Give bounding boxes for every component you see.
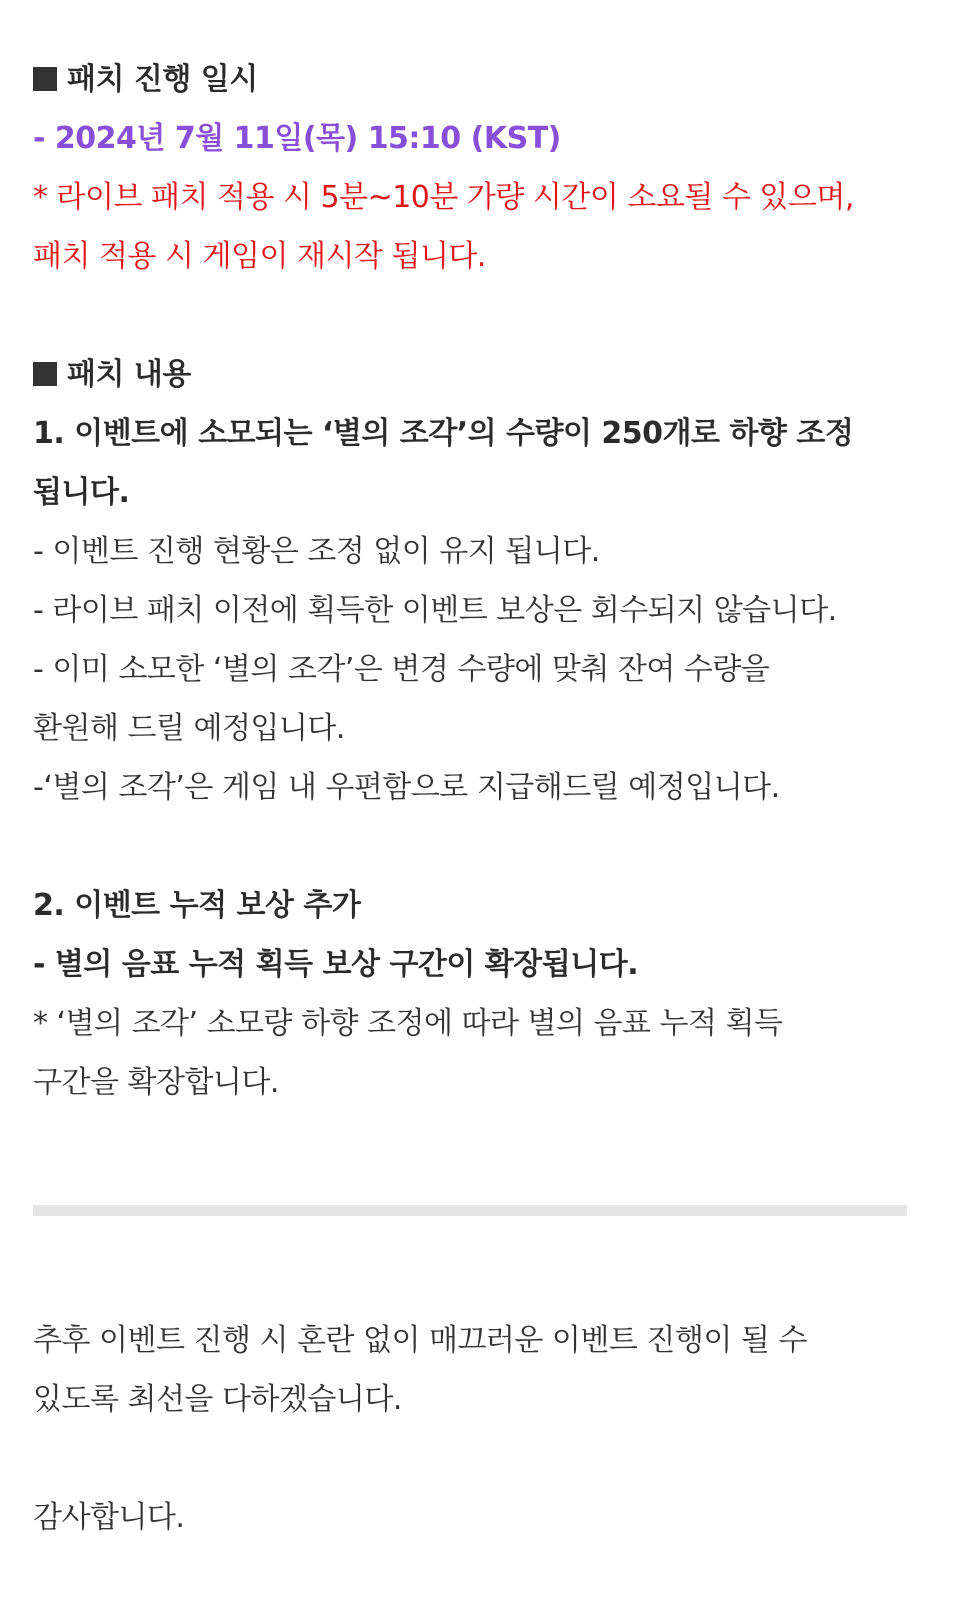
- closing-message: [33, 1311, 913, 1547]
- black-square-icon: [33, 67, 57, 91]
- schedule-heading: [33, 50, 913, 109]
- section-divider: [33, 1205, 907, 1216]
- item1-bullet: -‘별의 조각’은 게임 내 우편함으로 지급해드릴 예정입니다.: [33, 770, 780, 805]
- spacer: [33, 817, 913, 876]
- item2-title: 2. 이벤트 누적 보상 추가: [33, 888, 361, 923]
- item2-note-line2: 구간을 확장합니다.: [33, 1065, 279, 1100]
- item1-title-line2: 됩니다.: [33, 475, 130, 510]
- closing-thanks: 감사합니다.: [33, 1500, 185, 1535]
- item1-bullet: - 라이브 패치 이전에 획득한 이벤트 보상은 회수되지 않습니다.: [33, 593, 837, 628]
- item1-title-line1: 1. 이벤트에 소모되는 ‘별의 조각’의 수량이 250개로 하향 조정: [33, 416, 854, 451]
- spacer: [33, 286, 913, 345]
- patch-notice-body: [33, 50, 913, 1112]
- schedule-heading-text: 패치 진행 일시: [67, 62, 258, 97]
- patch-date: - 2024년 7월 11일(목) 15:10 (KST): [33, 121, 561, 156]
- notice-line-1: * 라이브 패치 적용 시 5분~10분 가량 시간이 소요될 수 있으며,: [33, 180, 854, 215]
- item2-subtitle: - 별의 음표 누적 획득 보상 구간이 확장됩니다.: [33, 947, 639, 982]
- black-square-icon: [33, 362, 57, 386]
- content-heading-text: 패치 내용: [67, 357, 191, 392]
- item1-bullet: - 이벤트 진행 현황은 조정 없이 유지 됩니다.: [33, 534, 600, 569]
- content-heading: [33, 345, 913, 404]
- item1-bullet: - 이미 소모한 ‘별의 조각’은 변경 수량에 맞춰 잔여 수량을: [33, 652, 770, 687]
- closing-line-2: 있도록 최선을 다하겠습니다.: [33, 1382, 402, 1417]
- spacer: [33, 1429, 913, 1488]
- item2-note-line1: * ‘별의 조각’ 소모량 하향 조정에 따라 별의 음표 누적 획득: [33, 1006, 783, 1041]
- closing-line-1: 추후 이벤트 진행 시 혼란 없이 매끄러운 이벤트 진행이 될 수: [33, 1323, 807, 1358]
- item1-bullet: 환원해 드릴 예정입니다.: [33, 711, 345, 746]
- notice-line-2: 패치 적용 시 게임이 재시작 됩니다.: [33, 239, 486, 274]
